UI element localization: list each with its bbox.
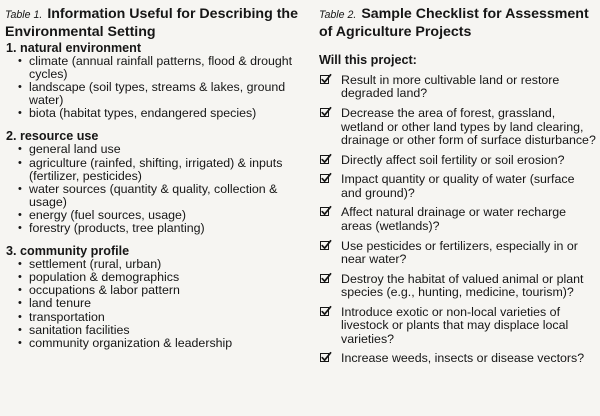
table-1-title xyxy=(5,6,303,40)
list-item: • sanitation facilities xyxy=(5,324,303,337)
checklist-item-text: Result in more cultivable land or restore degraded land? xyxy=(341,73,560,101)
checklist-item xyxy=(319,206,597,233)
checklist-item xyxy=(319,352,597,365)
list-item: • landscape (soil types, streams & lakes, ground water) xyxy=(5,81,303,107)
checklist-item-text: Affect natural drainage or water recharge areas (wetlands)? xyxy=(341,205,566,233)
checkbox-checked-icon xyxy=(320,353,329,362)
checklist-item-text: Destroy the habitat of valued animal or plant species (e.g., hunting, medicine, tourism)? xyxy=(341,271,584,300)
table-2-label: Table 2. xyxy=(319,9,357,21)
checklist-item xyxy=(319,74,597,101)
section-resource-use xyxy=(5,129,303,235)
list-item: • land tenure xyxy=(5,297,303,310)
checklist-item-text: Use pesticides or fertilizers, especially in or near water? xyxy=(341,238,578,266)
checklist-item xyxy=(319,107,597,147)
bullet-list xyxy=(5,258,303,350)
section-community-profile xyxy=(5,244,303,350)
list-item: • energy (fuel sources, usage) xyxy=(5,209,303,222)
list-item: • water sources (quantity & quality, collection & usage) xyxy=(5,183,303,209)
list-item: • population & demographics xyxy=(5,271,303,284)
checklist-item xyxy=(319,306,597,346)
list-item: • transportation xyxy=(5,311,303,324)
checkbox-checked-icon xyxy=(320,274,329,283)
checkbox-checked-icon xyxy=(320,155,329,164)
section-heading: 1. natural environment xyxy=(6,41,142,55)
section-heading: 3. community profile xyxy=(6,244,130,259)
list-item: • general land use xyxy=(5,143,303,156)
check-mark-icon xyxy=(320,106,332,118)
list-item: • forestry (products, tree planting) xyxy=(5,222,303,235)
checkbox-checked-icon xyxy=(320,241,329,250)
check-mark-icon xyxy=(320,153,332,165)
checklist-item xyxy=(319,154,597,167)
list-item: • climate (annual rainfall patterns, flood & drought cycles) xyxy=(5,55,303,81)
section-natural-environment xyxy=(5,41,303,120)
checklist xyxy=(319,74,597,366)
table-1-label: Table 1. xyxy=(5,9,43,21)
list-item: • agriculture (rainfed, shifting, irrigated) & inputs (fertilizer, pesticides) xyxy=(5,157,303,183)
check-mark-icon xyxy=(320,272,332,284)
check-mark-icon xyxy=(320,172,332,184)
check-mark-icon xyxy=(320,73,332,85)
table-1-heading: Information Useful for Describing the Environmental Setting xyxy=(5,6,298,40)
checkbox-checked-icon xyxy=(320,207,329,216)
bullet-list xyxy=(5,55,303,120)
list-item: • biota (habitat types, endangered species) xyxy=(5,107,303,120)
check-mark-icon xyxy=(320,351,332,363)
bullet-list xyxy=(5,143,303,235)
table-2 xyxy=(319,6,597,372)
list-item: • community organization & leadership xyxy=(5,337,303,350)
checklist-item xyxy=(319,240,597,267)
checklist-item xyxy=(319,173,597,200)
table-2-heading: Sample Checklist for Assessment of Agriculture Projects xyxy=(319,6,589,40)
checklist-item-text: Introduce exotic or non-local varieties of livestock or plants that may displace local varieties? xyxy=(341,304,569,346)
checkbox-checked-icon xyxy=(320,307,329,316)
checklist-item-text: Decrease the area of forest, grassland, wetland or other land types by land clearing, drainage or other form of surface disturbance? xyxy=(341,106,596,147)
checkbox-checked-icon xyxy=(320,108,329,117)
check-mark-icon xyxy=(320,205,332,217)
check-mark-icon xyxy=(320,239,332,251)
table-2-title xyxy=(319,6,597,40)
check-mark-icon xyxy=(320,305,332,317)
section-heading: 2. resource use xyxy=(6,129,99,144)
checklist-item xyxy=(319,273,597,300)
checkbox-checked-icon xyxy=(320,174,329,183)
checklist-intro: Will this project: xyxy=(319,53,417,67)
table-1 xyxy=(5,6,303,359)
checklist-item-text: Increase weeds, insects or disease vectors? xyxy=(341,351,585,366)
checkbox-checked-icon xyxy=(320,75,329,84)
checklist-item-text: Impact quantity or quality of water (surface and ground)? xyxy=(341,172,575,200)
list-item: • occupations & labor pattern xyxy=(5,284,303,297)
checklist-item-text: Directly affect soil fertility or soil erosion? xyxy=(341,152,565,167)
list-item: • settlement (rural, urban) xyxy=(5,258,303,271)
